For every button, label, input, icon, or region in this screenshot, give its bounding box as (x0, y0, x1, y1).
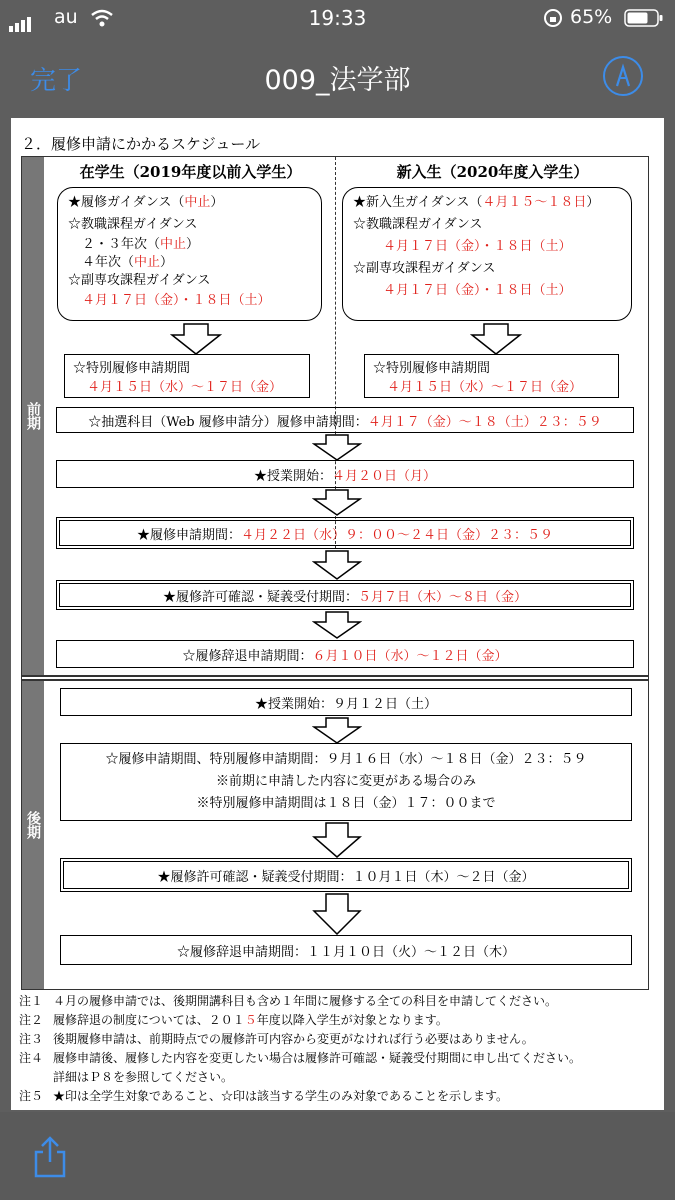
nav-bar (0, 34, 675, 114)
section-title: ２．履修申請にかかるスケジュール (21, 135, 261, 153)
note-2: 注２ 履修辞退の制度については、２０１５年度以降入学生が対象となります。 (19, 1013, 448, 1027)
note-5: 注５ ★印は全学生対象であること、☆印は該当する学生のみ対象であることを示します。 (19, 1089, 509, 1103)
markup-button[interactable] (603, 56, 643, 96)
class-start-second: ★授業開始：９月１２日（土） (60, 688, 632, 716)
clock: 19:33 (308, 6, 367, 30)
battery-icon (624, 9, 664, 27)
period-first-label: 前期 (25, 402, 41, 430)
note-4-detail: 詳細はＰ８を参照してください。 (53, 1070, 234, 1084)
registration-period-first: ★履修申請期間： ４月２２日（水）９：００〜２４日（金）２３：５９ (56, 517, 634, 549)
column-header-new: 新入生（2020年度入学生） (396, 163, 589, 181)
schedule-frame (21, 156, 649, 990)
arrow-down-icon (312, 893, 362, 935)
column-header-current: 在学生（2019年度以前入学生） (79, 163, 302, 181)
done-button[interactable]: 完了 (30, 66, 83, 96)
note-1: 注１ ４月の履修申請では、後期開講科目も含め１年間に履修する全ての科目を申請してください。 (19, 994, 558, 1008)
share-icon[interactable] (30, 1134, 70, 1180)
document-page (11, 118, 664, 1110)
period-second-label: 後期 (25, 811, 41, 839)
guidance-box-new: ★新入生ガイダンス（４月１５〜１８日） ☆教職課程ガイダンス ４月１７日（金）・１８日（土） ☆副専攻課程ガイダンス ４月１７日（金）・１８日（土） (342, 187, 632, 321)
arrow-down-icon (170, 323, 222, 355)
special-registration-new: ☆特別履修申請期間 ４月１５日（水）〜１７日（金） (364, 354, 619, 398)
class-start-first: ★授業開始： ４月２０日（月） (56, 460, 634, 488)
arrow-down-icon (312, 489, 362, 516)
period-divider (22, 675, 648, 677)
special-registration-current: ☆特別履修申請期間 ４月１５日（水）〜１７日（金） (64, 354, 310, 398)
note-4: 注４ 履修申請後、履修した内容を変更したい場合は履修許可確認・疑義受付期間に申し出てください。 (19, 1051, 582, 1065)
battery-percent: 65% (570, 6, 613, 28)
confirmation-period-second: ★履修許可確認・疑義受付期間：１０月１日（木）〜２日（金） (60, 858, 632, 892)
period-divider-2 (22, 679, 648, 681)
bottom-toolbar (0, 1112, 675, 1200)
arrow-down-icon (312, 434, 362, 461)
markup-pen-icon (605, 58, 641, 94)
arrow-down-icon (312, 550, 362, 580)
arrow-down-icon (312, 822, 362, 858)
period-first-bar (22, 157, 44, 675)
note-3: 注３ 後期履修申請は、前期時点での履修許可内容から変更がなければ行う必要はありません。 (19, 1032, 534, 1046)
status-bar (0, 0, 675, 34)
arrow-down-icon (470, 323, 522, 355)
rotation-lock-icon (543, 8, 563, 28)
arrow-down-icon (312, 717, 362, 744)
guidance-box-current: ★履修ガイダンス（中止） ☆教職課程ガイダンス ２・３年次（中止） ４年次（中止） ☆副専攻課程ガイダンス ４月１７日（金）・１８日（土） (57, 187, 322, 321)
confirmation-period-first: ★履修許可確認・疑義受付期間： ５月７日（木）〜８日（金） (56, 580, 634, 610)
carrier-label: au (54, 6, 78, 28)
arrow-down-icon (312, 611, 362, 639)
period-second-bar (22, 681, 44, 989)
registration-period-second: ☆履修申請期間、特別履修申請期間：９月１６日（水）〜１８日（金）２３：５９ ※前期に申請した内容に変更がある場合のみ ※特別履修申請期間は１８日（金）１７：００まで (60, 743, 632, 821)
lottery-registration: ☆抽選科目（Web 履修申請分）履修申請期間： ４月１７（金）〜１８（土）２３：５９ (56, 407, 634, 433)
withdrawal-period-second: ☆履修辞退申請期間：１１月１０日（火）〜１２日（木） (60, 935, 632, 965)
withdrawal-period-first: ☆履修辞退申請期間： ６月１０日（水）〜１２日（金） (56, 640, 634, 668)
document-title: 009_法学部 (264, 65, 411, 96)
notes-section (19, 992, 659, 1106)
